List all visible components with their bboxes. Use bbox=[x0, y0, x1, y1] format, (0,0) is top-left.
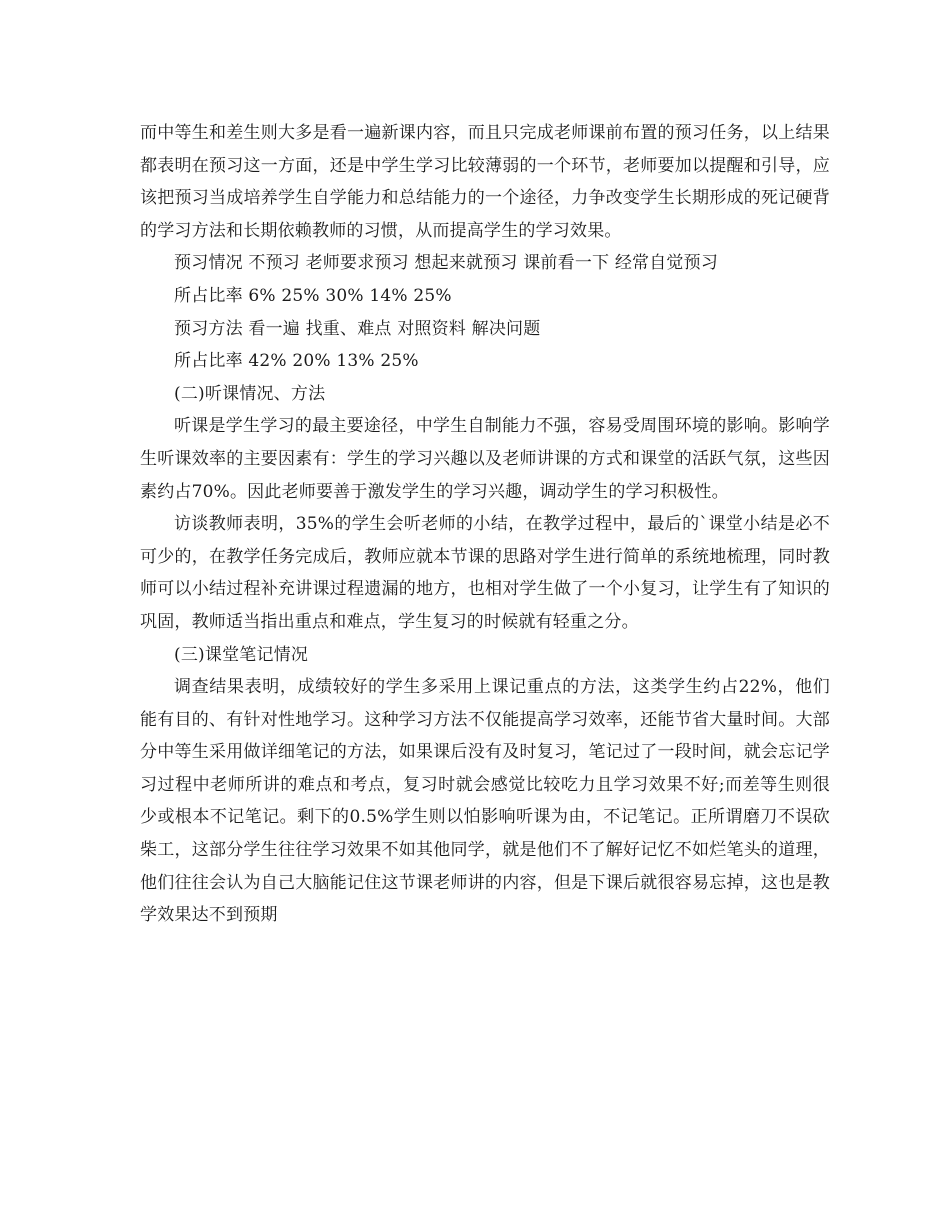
paragraph-teacher-interview: 访谈教师表明，35%的学生会听老师的小结，在教学过程中，最后的`课堂小结是必不可少的，在教学任务完成后，教师应就本节课的思路对学生进行简单的系统地梳理，同时教师可以小结过程补充讲课过程遗漏的地方，也相对学生做了一个小复习，让学生有了知识的巩固，教师适当指出重点和难点，学生复习的时候就有轻重之分。 bbox=[140, 514, 830, 632]
paragraph-listening: 听课是学生学习的最主要途径，中学生自制能力不强，容易受周围环境的影响。影响学生听课效率的主要因素有：学生的学习兴趣以及老师讲课的方式和课堂的活跃气氛，这些因素约占70%。因此老师要善于激发学生的学习兴趣，调动学生的学习积极性。 bbox=[140, 416, 830, 502]
paragraph-preview-conclusion: 而中等生和差生则大多是看一遍新课内容，而且只完成老师课前布置的预习任务，以上结果都表明在预习这一方面，还是中学生学习比较薄弱的一个环节，老师要加以提醒和引导，应该把预习当成培养学生自学能力和总结能力的一个途径，力争改变学生长期形成的死记硬背的学习方法和长期依赖教师的习惯，从而提高学生的学习效果。 bbox=[140, 123, 830, 241]
preview-method-ratio-row: 所占比率 42% 20% 13% 25% bbox=[174, 351, 419, 372]
document-body bbox=[140, 117, 830, 932]
preview-method-row: 预习方法 看一遍 找重、难点 对照资料 解决问题 bbox=[174, 318, 541, 339]
section-heading-listening: (二)听课情况、方法 bbox=[174, 383, 326, 404]
paragraph-notes: 调查结果表明，成绩较好的学生多采用上课记重点的方法，这类学生约占22%，他们能有目的、有针对性地学习。这种学习方法不仅能提高学习效率，还能节省大量时间。大部分中等生采用做详细笔记的方法，如果课后没有及时复习，笔记过了一段时间，就会忘记学习过程中老师所讲的难点和考点，复习时就会感觉比较吃力且学习效果不好;而差等生则很少或根本不记笔记。剩下的0.5%学生则以怕影响听课为由，不记笔记。正所谓磨刀不误砍柴工，这部分学生往往学习效果不如其他同学，就是他们不了解好记忆不如烂笔头的道理，他们往往会认为自己大脑能记住这节课老师讲的内容，但是下课后就很容易忘掉，这也是教学效果达不到预期 bbox=[140, 677, 830, 926]
section-heading-notes: (三)课堂笔记情况 bbox=[174, 644, 309, 665]
preview-situation-ratio-row: 所占比率 6% 25% 30% 14% 25% bbox=[174, 285, 452, 306]
preview-situation-row: 预习情况 不预习 老师要求预习 想起来就预习 课前看一下 经常自觉预习 bbox=[174, 253, 719, 274]
